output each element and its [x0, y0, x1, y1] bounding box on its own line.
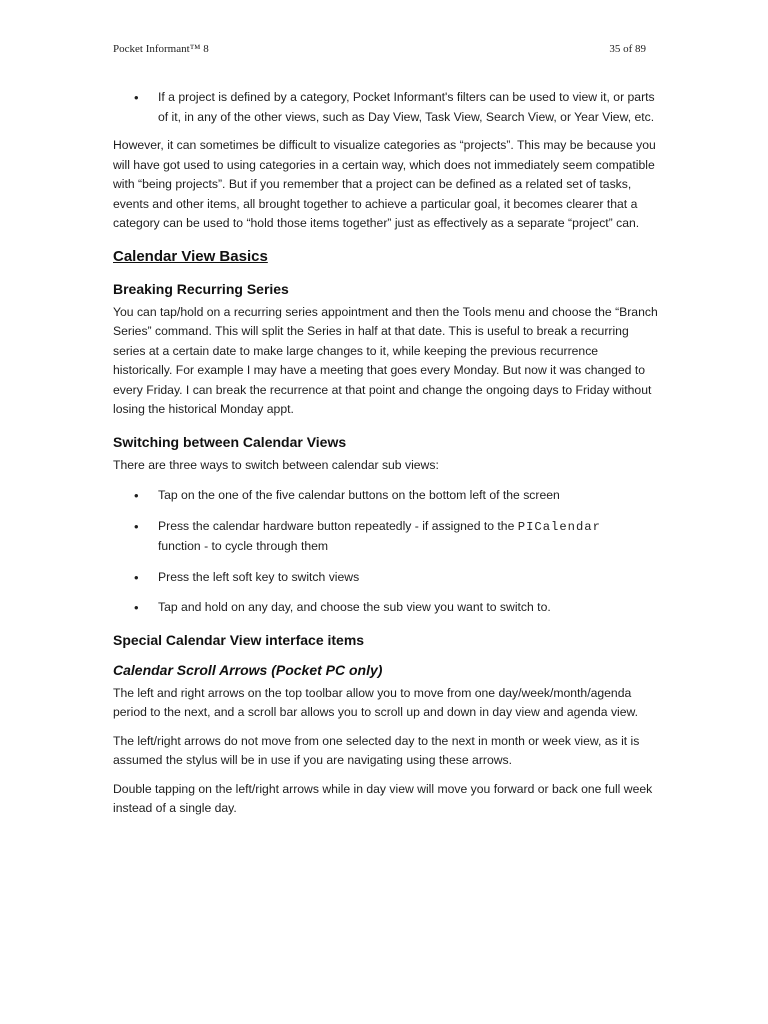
scroll-arrows-heading: Calendar Scroll Arrows (Pocket PC only) [113, 661, 383, 678]
bullet-icon: • [134, 600, 139, 615]
switching-intro: There are three ways to switch between calendar sub views: [113, 457, 439, 472]
special-heading: Special Calendar View interface items [113, 631, 365, 648]
intro-bullet-list [113, 88, 658, 127]
list-item: • Press the left soft key to switch views [113, 568, 658, 588]
breaking-heading: Breaking Recurring Series [113, 280, 289, 297]
list-item: • Press the calendar hardware button repeatedly - if assigned to the PICalendar function - to cycle through them [134, 518, 601, 553]
switching-bullet-list [113, 486, 658, 618]
page-content [113, 88, 658, 828]
list-item: • Tap on the one of the five calendar buttons on the bottom left of the screen [113, 486, 658, 506]
list-item: • If a project is defined by a category, Pocket Informant's filters can be used to view it, or parts of it, in any of the other views, such as Day View, Task View, Search View, or Year View, etc. [134, 90, 655, 124]
intro-paragraph: However, it can sometimes be difficult to visualize categories as “projects”. This may be because you will have got used to using categories in a certain way, which does not immediately seem compatible with “being projects”. But if you remember that a project can be defined as a related set of tasks, events and other items, all brought together to achieve a particular goal, it becomes clearer that a category can be used to “hold those items together” just as effectively as a separate “project” can. [113, 138, 656, 230]
bullet-icon: • [134, 90, 139, 105]
code-text: PICalendar [517, 519, 601, 534]
bullet-icon: • [134, 569, 139, 585]
section-title: Calendar View Basics [113, 247, 268, 265]
bullet-icon: • [134, 518, 139, 534]
scroll-arrows-paragraph-2: The left/right arrows do not move from one selected day to the next in month or week view, as it is assumed the stylus will be in use if you are navigating using these arrows. [113, 733, 640, 767]
list-item: • Tap and hold on any day, and choose the sub view you want to switch to. [113, 598, 658, 618]
header-title: Pocket Informant™ 8 [113, 43, 209, 55]
page-number: 35 of 89 [609, 43, 646, 55]
scroll-arrows-paragraph-3: Double tapping on the left/right arrows while in day view will move you forward or back one full week instead of a single day. [113, 781, 653, 815]
bullet-icon: • [134, 488, 139, 503]
breaking-paragraph: You can tap/hold on a recurring series appointment and then the Tools menu and choose the “Branch Series” command. This will split the Series in half at that date. This is useful to break a recurring series at a certain date to make large changes to it, while keeping the previous recurrence historically. For example I may have a meeting that goes every Monday. But now it was changed to every Friday. I can break the recurrence at that point and change the ongoing days to Friday without losing the historical Monday appt. [113, 304, 658, 416]
switching-heading: Switching between Calendar Views [113, 433, 347, 450]
scroll-arrows-paragraph-1: The left and right arrows on the top toolbar allow you to move from one day/week/month/agenda period to the next, and a scroll bar allows you to scroll up and down in day view and agenda view. [113, 685, 639, 719]
